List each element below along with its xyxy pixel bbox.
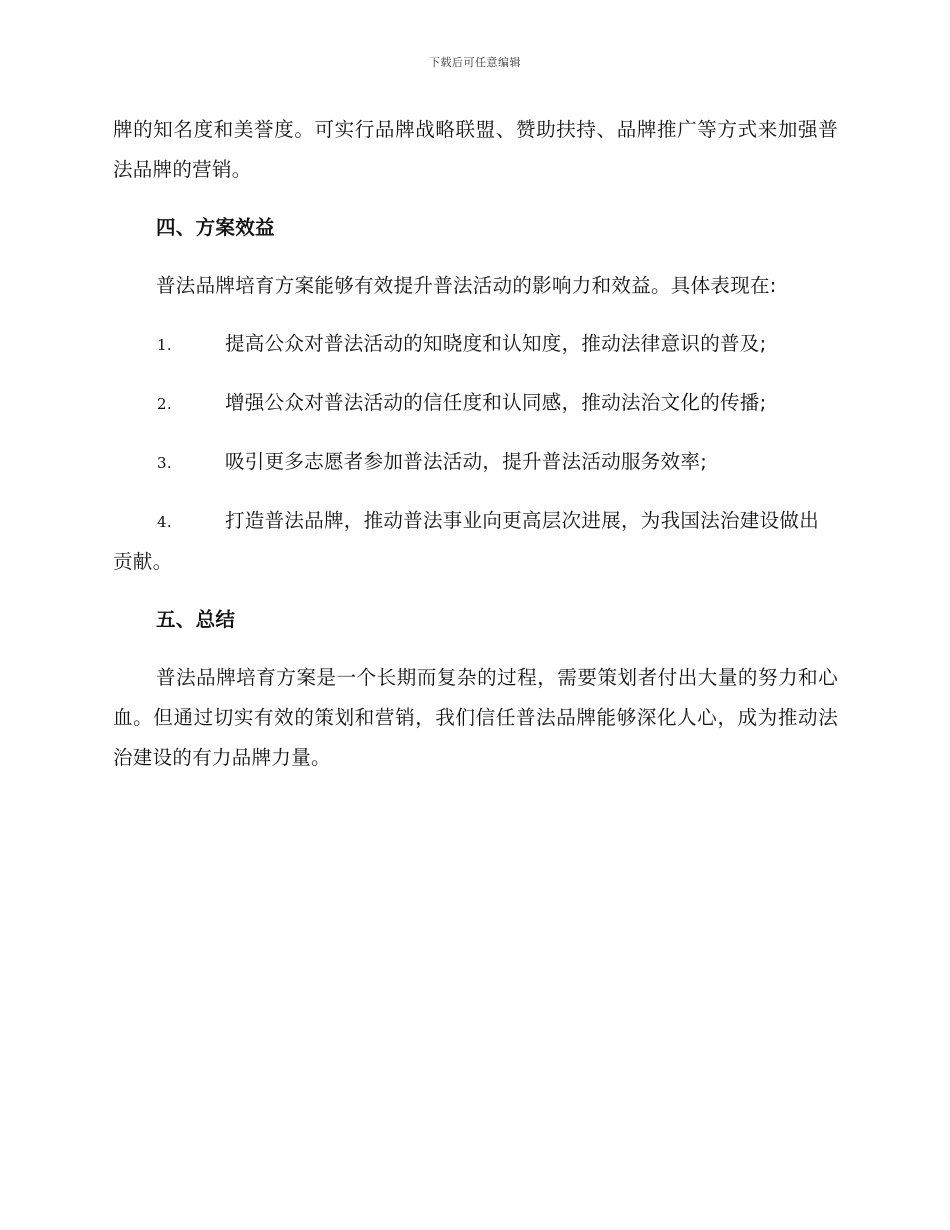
list-item-number: 2. [157, 395, 172, 413]
benefits-intro: 普法品牌培育方案能够有效提升普法活动的影响力和效益。具体表现在: [156, 274, 777, 297]
list-item [113, 442, 838, 483]
page-header: 下载后可任意编辑 [429, 56, 521, 69]
list-item-text: 提高公众对普法活动的知晓度和认知度，推动法律意识的普及; [225, 332, 767, 355]
list-item-text: 吸引更多志愿者参加普法活动，提升普法活动服务效率; [225, 450, 708, 473]
section-heading-summary: 五、总结 [156, 608, 236, 631]
list-item-text: 增强公众对普法活动的信任度和认同感，推动法治文化的传播; [225, 391, 767, 414]
list-item-number: 4. [157, 513, 172, 531]
list-item [113, 501, 838, 582]
document-body [113, 110, 838, 796]
list-item [113, 324, 838, 365]
continued-paragraph: 牌的知名度和美誉度。可实行品牌战略联盟、赞助扶持、品牌推广等方式来加强普法品牌的营销。 [113, 118, 838, 181]
list-item-number: 3. [157, 454, 172, 472]
summary-paragraph: 普法品牌培育方案是一个长期而复杂的过程，需要策划者付出大量的努力和心血。但通过切实有效的策划和营销，我们信任普法品牌能够深化人心，成为推动法治建设的有力品牌力量。 [113, 666, 838, 769]
list-item-text: 打造普法品牌，推动普法事业向更高层次进展，为我国法治建设做出贡献。 [113, 509, 820, 573]
section-heading-benefits: 四、方案效益 [156, 216, 275, 239]
list-item [113, 383, 838, 424]
list-item-number: 1. [157, 336, 172, 354]
